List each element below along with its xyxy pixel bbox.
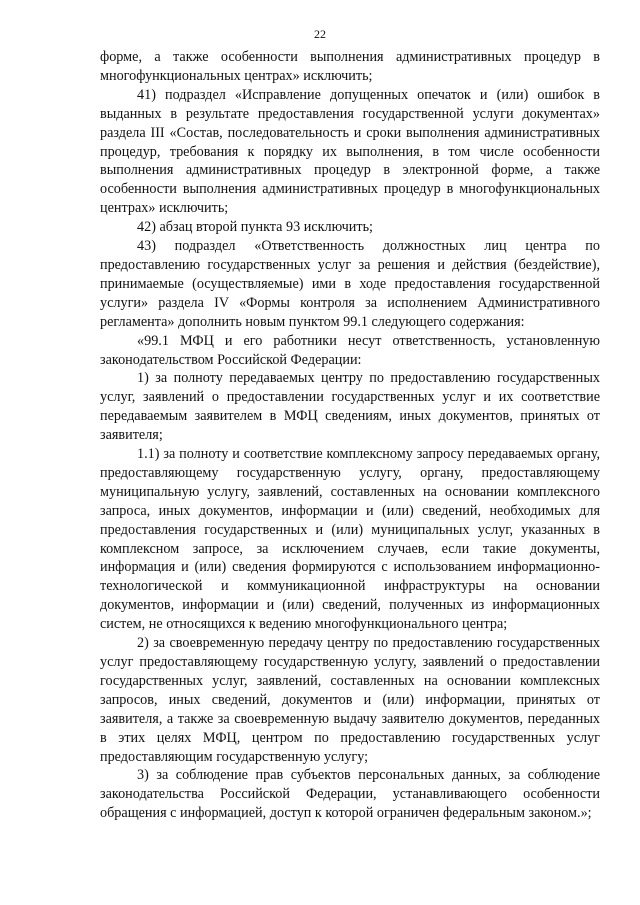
paragraph-subitem-1: 1) за полноту передаваемых центру по предоставлению государственных услуг, заявлений о предоставлении государственных услуг и их соответствие передаваемым заявителем в МФЦ сведениям, иных документов, принятых от заявителя; xyxy=(100,370,600,444)
paragraph-subitem-3: 3) за соблюдение прав субъектов персональных данных, за соблюдение законодательства Российской Федерации, устанавливающего особенности обращения с информацией, доступ к которой ограничен федеральным законом.»; xyxy=(100,767,600,822)
paragraph-item-42: 42) абзац второй пункта 93 исключить; xyxy=(137,219,373,236)
page-number: 22 xyxy=(314,27,326,41)
document-body xyxy=(100,48,600,823)
paragraph-subitem-1-1: 1.1) за полноту и соответствие комплексному запросу передаваемых органу, предоставляющему государственную услугу, органу, предоставляющему муниципальную услугу, заявлений, составленных на основании комплексного запроса, иных документов, информации и (или) сведений, необходимых для предоставления государственных и (или) муниципальных услуг, указанных в комплексном запросе, за исключением случаев, если такие документы, информация и (или) сведения формируются с использованием информационно-технологической и коммуникационной инфраструктуры на основании документов, информации и (или) сведений, полученных из информационных систем, не относящихся к ведению многофункционального центра; xyxy=(100,446,600,633)
paragraph-point-99-1: «99.1 МФЦ и его работники несут ответственность, установленную законодательством Российской Федерации: xyxy=(100,332,600,368)
paragraph-1: форме, а также особенности выполнения административных процедур в многофункциональных центрах» исключить; xyxy=(100,49,600,84)
paragraph-item-43: 43) подраздел «Ответственность должностных лиц центра по предоставлению государственных услуг за решения и действия (бездействие), принимаемые (осуществляемые) ими в ходе предоставления государственной услуги» раздела IV «Формы контроля за исполнением Административного регламента» дополнить новым пунктом 99.1 следующего содержания: xyxy=(100,238,600,330)
paragraph-subitem-2: 2) за своевременную передачу центру по предоставлению государственных услуг предоставляющему государственную услугу, заявлений о предоставлении государственных услуг, заявлений, составленных на основании комплексных запросов, иных сведений, документов и (или) информации, принятых от заявителя, а также за своевременную выдачу заявителю документов, переданных в этих целях МФЦ, центром по предоставлению государственных услуг предоставляющим государственную услугу; xyxy=(100,635,600,765)
paragraph-item-41: 41) подраздел «Исправление допущенных опечаток и (или) ошибок в выданных в результате предоставления государственной услуги документах» раздела III «Состав, последовательность и сроки выполнения административных процедур, требования к порядку их выполнения, в том числе особенности выполнения административных процедур в электронной форме, а также особенности выполнения административных процедур в многофункциональных центрах» исключить; xyxy=(100,86,600,217)
